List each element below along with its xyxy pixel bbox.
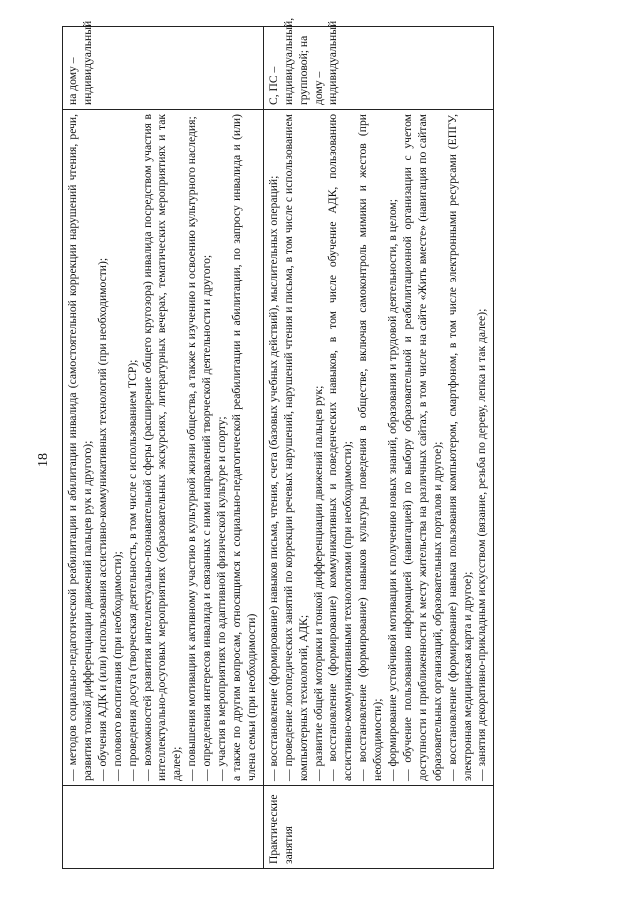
row-1-content [63, 110, 264, 786]
list-item: — восстановление (формирование) коммуникативных и поведенческих навыков, в том числе обучение АДК, пользованию ассистивно-коммуникативными технологиями (при необходимости); [326, 114, 355, 781]
services-table [62, 17, 494, 869]
list-item: — занятия декоративно-прикладным искусством (вязание, резьба по дереву, лепка и так далее); [475, 308, 489, 781]
list-item: — формирование устойчивой мотивации к получению новых знаний, образования и трудовой деятельности, в целом; [386, 199, 400, 781]
list-item: — участия в мероприятиях по адаптивной физической культуре и спорту; [215, 416, 229, 781]
list-item: — повышения мотивации к активному участию в культурной жизни общества, а также к изучению и освоению культурного наследия; [185, 116, 199, 781]
list-item: — обучения АДК и (или) использования ассистивно-коммуникативных технологий (при необходимости); [95, 257, 109, 781]
list-item: а также по другим вопросам, относящимся к социально-педагогической реабилитации и абилитации, по запросу инвалида и (или) члена семьи (при необходимости) [229, 114, 258, 781]
list-item: — развитие общей моторики и тонкой дифференциации движений пальцев рук; [311, 385, 325, 781]
row-2-form: С, ПС – индивидуальный, групповой; на дому – индивидуальный [263, 27, 494, 110]
list-item: — обучение пользованию информацией (навигацией) по выбору образовательной и реабилитационной организации с учетом доступности и приближенности к месту жительства на различных сайтах, в том числе на сайте «Жить вместе» (навигация по сайтам образовательных организаций, образовательных порталов и другое); [400, 114, 444, 781]
list-item: — проведения досуга (творческая деятельность, в том числе с использованием ТСР); [125, 359, 139, 781]
table-row [63, 27, 264, 869]
row-2-content [263, 110, 494, 786]
list-item: — восстановление (формирование) навыка пользования компьютером, смартфоном, в том числе электронными ресурсами (ЕПГУ, электронная медицинская карта и другое); [445, 114, 474, 781]
list-item: — определения интересов инвалида и связанных с ними направлений творческой деятельности и другого; [200, 254, 214, 781]
list-item: — проведение логопедических занятий по коррекции речевых нарушений, нарушений чтения и письма, в том числе с использованием компьютерных технологий, АДК; [281, 114, 310, 781]
list-item: — методов социально-педагогической реабилитации и абилитации инвалида (самостоятельной коррекции нарушений чтения, речи, развития тонкой дифференциации движений пальцев рук и другого); [66, 114, 94, 781]
page-number: 18 [36, 453, 51, 467]
list-item: — восстановление (формирование) навыков культуры поведения в обществе, включая самоконтроль мимики и жестов (при необходимости); [356, 114, 385, 781]
row-1-name [63, 786, 264, 869]
row-2-name: Практические занятия [263, 786, 494, 869]
row-1-form: на дому – индивидуальный [63, 27, 264, 110]
list-item: — восстановление (формирование) навыков письма, чтения, счета (базовых учебных действий), мыслительных операций; [266, 175, 280, 781]
list-item: — полового воспитания (при необходимости); [110, 551, 124, 781]
table-row [263, 27, 494, 869]
list-item: — возможностей развития интеллектуально-познавательной сферы (расширение общего кругозора) инвалида посредством участия в интеллектуально-досуговых мероприятиях (образовательных экскурсиях, литературных вечерах, тематических мероприятиях и так далее); [140, 114, 184, 781]
